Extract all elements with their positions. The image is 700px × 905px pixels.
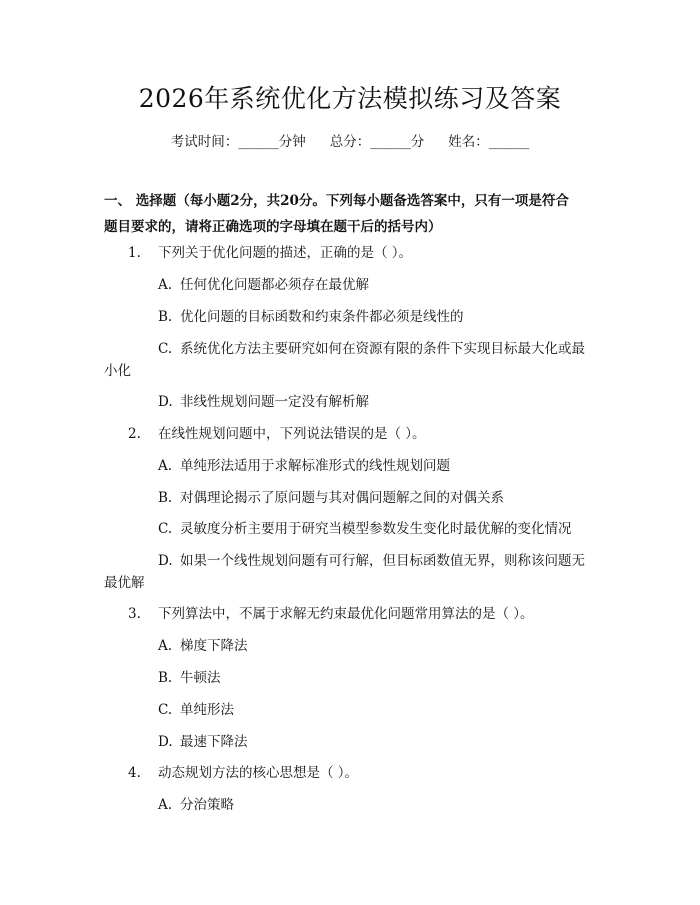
question-3-option-c	[158, 700, 234, 720]
student-name-field: 姓名：______	[448, 134, 530, 150]
option-letter: A.	[158, 638, 173, 654]
option-letter: B.	[158, 309, 173, 325]
option-text: 灵敏度分析主要用于研究当模型参数发生变化时最优解的变化情况	[180, 521, 572, 537]
option-text: 单纯形法	[180, 702, 234, 718]
question-1-option-b	[158, 307, 464, 327]
question-2-option-b	[158, 488, 504, 508]
section-heading	[104, 188, 600, 240]
question-1-option-c-continuation: 小化	[104, 363, 131, 379]
section-heading-line-1: 一、 选择题（每小题2分，共20分。下列每小题备选答案中，只有一项是符合	[104, 193, 569, 209]
option-text: 梯度下降法	[180, 638, 248, 654]
question-number: 2.	[128, 426, 141, 442]
question-1-option-a	[158, 275, 369, 295]
option-letter: D.	[158, 394, 173, 410]
exam-meta-line	[0, 132, 700, 152]
option-text: 任何优化问题都必须存在最优解	[180, 277, 369, 293]
option-letter: C.	[158, 702, 173, 718]
option-text: 单纯形法适用于求解标准形式的线性规划问题	[180, 458, 450, 474]
option-text: 优化问题的目标函数和约束条件都必须是线性的	[180, 309, 464, 325]
question-text: 动态规划方法的核心思想是（ ）。	[158, 765, 359, 781]
option-text: 如果一个线性规划问题有可行解，但目标函数值无界，则称该问题无	[180, 553, 585, 569]
question-4-option-a	[158, 795, 234, 815]
option-letter: C.	[158, 341, 173, 357]
question-text: 下列算法中，不属于求解无约束最优化问题常用算法的是（ ）。	[158, 606, 534, 622]
section-heading-line-2: 题目要求的，请将正确选项的字母填在题干后的括号内）	[104, 219, 442, 235]
option-text: 牛顿法	[180, 670, 221, 686]
question-2-option-d-continuation: 最优解	[104, 575, 145, 591]
question-3-option-a	[158, 636, 248, 656]
option-text: 对偶理论揭示了原问题与其对偶问题解之间的对偶关系	[180, 490, 504, 506]
document-title: 2026年系统优化方法模拟练习及答案	[138, 84, 562, 113]
question-2-option-c	[158, 519, 572, 539]
question-1-option-c	[158, 339, 585, 359]
option-letter: B.	[158, 670, 173, 686]
question-number: 1.	[128, 245, 141, 261]
option-letter: B.	[158, 490, 173, 506]
question-text: 在线性规划问题中，下列说法错误的是（ ）。	[158, 426, 426, 442]
question-2	[128, 424, 426, 444]
option-text: 分治策略	[180, 797, 234, 813]
option-letter: C.	[158, 521, 173, 537]
question-3-option-b	[158, 668, 221, 688]
question-2-option-a	[158, 456, 450, 476]
question-3	[128, 604, 534, 624]
option-letter: A.	[158, 797, 173, 813]
question-1-option-d	[158, 392, 369, 412]
option-letter: D.	[158, 553, 173, 569]
question-3-option-d	[158, 732, 248, 752]
exam-time-field: 考试时间：______分钟	[170, 134, 306, 150]
option-letter: A.	[158, 458, 173, 474]
question-text: 下列关于优化问题的描述，正确的是（ ）。	[158, 245, 413, 261]
question-number: 3.	[128, 606, 141, 622]
total-score-field: 总分：______分	[329, 134, 425, 150]
option-letter: A.	[158, 277, 173, 293]
option-letter: D.	[158, 734, 173, 750]
question-number: 4.	[128, 765, 141, 781]
option-text: 最速下降法	[180, 734, 248, 750]
question-1	[128, 243, 412, 263]
question-4	[128, 763, 358, 783]
option-text: 系统优化方法主要研究如何在资源有限的条件下实现目标最大化或最	[180, 341, 585, 357]
option-text: 非线性规划问题一定没有解析解	[180, 394, 369, 410]
question-2-option-d	[158, 551, 585, 571]
